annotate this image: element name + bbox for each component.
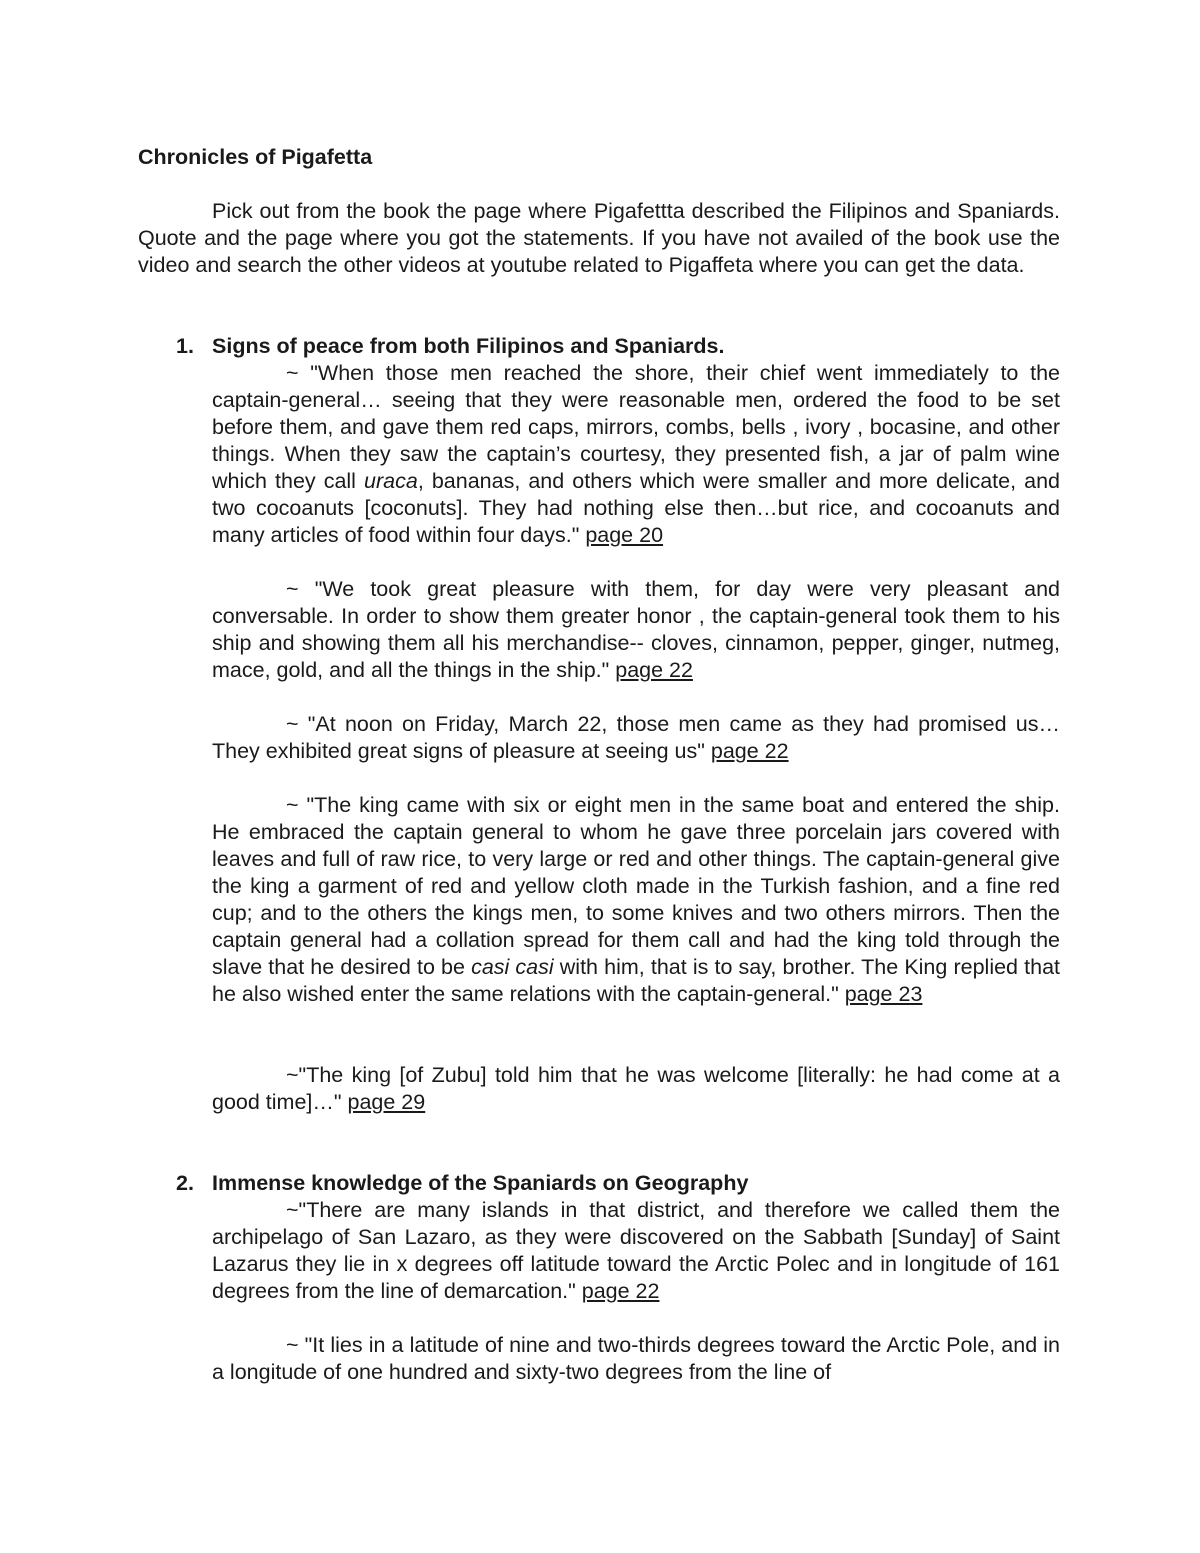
quote-paragraph [212,1062,1060,1116]
page-reference: page 22 [710,739,789,763]
section-heading-2 [176,1170,748,1197]
quote-text: ~ "It lies in a latitude of nine and two-thirds degrees toward the Arctic Pole, and in a longitude of one hundred and sixty-two degrees from the line of [212,1333,1060,1384]
section-heading-text: Immense knowledge of the Spaniards on Geography [212,1171,749,1195]
quote-text: , bananas, and others which were smaller and more delicate, and two cocoanuts [coconuts]. They had nothing else then…but rice, and cocoanuts and many articles of food within four days." [212,469,1060,547]
quote-paragraph [212,711,1060,765]
section-heading-1 [176,333,724,360]
quote-paragraph [212,1332,1060,1386]
instructions-paragraph: Pick out from the book the page where Pigafettta described the Filipinos and Spaniards. Quote and the page where you got the statements. If you have not availed of the book use the video and search the other videos at youtube related to Pigaffeta where you can get the data. [138,199,1060,277]
quote-italic-term: uraca [364,469,418,493]
section-number: 2. [176,1171,194,1195]
quote-text: ~"The king [of Zubu] told him that he was welcome [literally: he had come at a good time]…" [212,1063,1060,1114]
quote-text: ~ "The king came with six or eight men in the same boat and entered the ship. He embraced the captain general to whom he gave three porcelain jars covered with leaves and full of raw rice, to very large or red and other things. The captain-general give the king a garment of red and yellow cloth made in the Turkish fashion, and a fine red cup; and to the others the kings men, to some knives and two others mirrors. Then the captain general had a collation spread for them call and had the king told through the slave that he desired to be [212,793,1060,979]
page-reference: page 22 [581,1279,660,1303]
quote-paragraph [212,792,1060,1008]
quote-italic-term: casi casi [471,955,554,979]
section-heading-text: Signs of peace from both Filipinos and Spaniards. [212,334,725,358]
quote-paragraph [212,576,1060,684]
quote-text: ~ "When those men reached the shore, their chief went immediately to the captain-general… seeing that they were reasonable men, ordered the food to be set before them, and gave them red caps, mirrors, combs, bells , ivory , bocasine, and other things. When they saw the captain’s courtesy, they presented fish, a jar of palm wine which they call [212,361,1060,493]
quote-text: ~ "We took great pleasure with them, for day were very pleasant and conversable. In order to show them greater honor , the captain-general took them to his ship and showing them all his merchandise-- cloves, cinnamon, pepper, ginger, nutmeg, mace, gold, and all the things in the ship." [212,577,1060,682]
quote-text: ~"There are many islands in that district, and therefore we called them the archipelago of San Lazaro, as they were discovered on the Sabbath [Sunday] of Saint Lazarus they lie in x degrees off latitude toward the Arctic Polec and in longitude of 161 degrees from the line of demarcation." [212,1198,1060,1303]
document-title: Chronicles of Pigafetta [138,145,373,169]
page-reference: page 22 [615,658,693,682]
quote-text: with him, that is to say, brother. The King replied that he also wished enter the same relations with the captain-general." [212,955,1060,1006]
quote-paragraph [212,1197,1060,1305]
section-number: 1. [176,334,194,358]
page-reference: page 23 [844,982,923,1006]
quote-paragraph [212,360,1060,549]
quote-text: ~ "At noon on Friday, March 22, those men came as they had promised us… They exhibited great signs of pleasure at seeing us" [212,712,1060,763]
page-reference: page 20 [585,523,664,547]
page-reference: page 29 [347,1090,426,1114]
